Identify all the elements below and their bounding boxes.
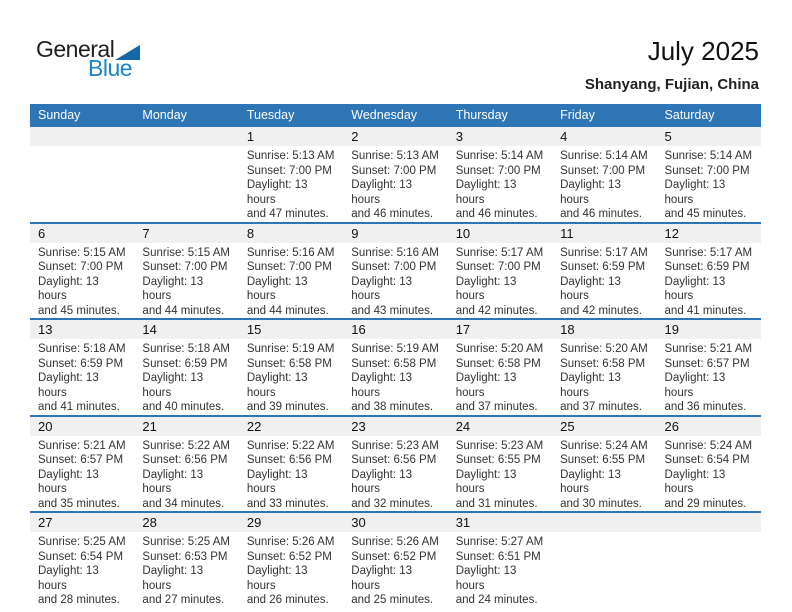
daylight-text-line1: Daylight: 13 hours bbox=[560, 468, 621, 495]
daylight-text-line1: Daylight: 13 hours bbox=[455, 179, 517, 206]
day-number-strip bbox=[134, 513, 238, 532]
sunset-text: Sunset: 7:00 PM bbox=[351, 261, 437, 273]
sunrise-text: Sunrise: 5:22 AM bbox=[246, 439, 335, 452]
day-number: 15 bbox=[246, 322, 262, 337]
daylight-text-line1: Daylight: 13 hours bbox=[246, 275, 308, 302]
daylight-text-line1: Daylight: 13 hours bbox=[664, 179, 726, 206]
day-details bbox=[657, 146, 761, 222]
sunrise-text: Sunrise: 5:20 AM bbox=[455, 343, 544, 355]
day-number: 27 bbox=[38, 515, 53, 530]
day-number: 18 bbox=[560, 322, 575, 337]
day-number-strip bbox=[448, 513, 552, 532]
week-row bbox=[30, 416, 761, 513]
daylight-text-line1: Daylight: 13 hours bbox=[351, 275, 412, 302]
sunrise-text: Sunrise: 5:25 AM bbox=[38, 536, 126, 548]
day-number-strip bbox=[448, 127, 552, 146]
day-details bbox=[343, 243, 447, 319]
daylight-text-line2: and 40 minutes. bbox=[142, 401, 225, 413]
day-cell bbox=[343, 223, 447, 320]
day-cell bbox=[657, 416, 761, 513]
day-number: 9 bbox=[351, 225, 359, 241]
daylight-text-line1: Daylight: 13 hours bbox=[560, 275, 621, 302]
sunset-text: Sunset: 6:56 PM bbox=[246, 454, 332, 466]
day-details bbox=[134, 243, 238, 319]
day-number: 29 bbox=[246, 515, 262, 530]
daylight-text-line1: Daylight: 13 hours bbox=[455, 565, 517, 592]
sunrise-text: Sunrise: 5:17 AM bbox=[664, 246, 753, 259]
day-number-strip bbox=[30, 127, 134, 146]
sunset-text: Sunset: 6:59 PM bbox=[664, 261, 750, 273]
day-details bbox=[448, 532, 552, 608]
day-details bbox=[657, 243, 761, 319]
daylight-text-line2: and 41 minutes. bbox=[664, 304, 747, 317]
sunset-text: Sunset: 7:00 PM bbox=[351, 164, 437, 177]
week-row bbox=[30, 223, 761, 320]
day-details bbox=[239, 339, 343, 415]
day-details bbox=[552, 339, 656, 415]
sunset-text: Sunset: 6:54 PM bbox=[38, 550, 124, 563]
daylight-text-line1: Daylight: 13 hours bbox=[351, 565, 412, 592]
sunrise-text: Sunrise: 5:13 AM bbox=[351, 150, 439, 162]
weekday-header-friday: Friday bbox=[552, 104, 656, 127]
day-details bbox=[343, 339, 447, 415]
sunrise-text: Sunrise: 5:13 AM bbox=[246, 150, 335, 162]
day-cell bbox=[448, 416, 552, 513]
day-cell bbox=[343, 416, 447, 513]
daylight-text-line2: and 39 minutes. bbox=[246, 401, 329, 413]
daylight-text-line1: Daylight: 13 hours bbox=[38, 468, 99, 495]
logo-text-general: General bbox=[36, 36, 115, 62]
day-number: 24 bbox=[455, 418, 471, 434]
sunrise-text: Sunrise: 5:23 AM bbox=[455, 439, 544, 452]
sunset-text: Sunset: 7:00 PM bbox=[455, 261, 541, 273]
day-number-strip bbox=[657, 127, 761, 146]
day-number: 20 bbox=[38, 418, 53, 434]
day-details bbox=[657, 339, 761, 415]
daylight-text-line2: and 24 minutes. bbox=[455, 594, 538, 606]
sunrise-text: Sunrise: 5:18 AM bbox=[142, 343, 230, 355]
day-number-strip bbox=[448, 320, 552, 339]
daylight-text-line2: and 42 minutes. bbox=[455, 304, 538, 317]
daylight-text-line1: Daylight: 13 hours bbox=[560, 179, 621, 206]
day-cell bbox=[343, 127, 447, 223]
calendar-table bbox=[30, 104, 761, 608]
day-cell bbox=[448, 319, 552, 416]
sunset-text: Sunset: 6:58 PM bbox=[351, 357, 437, 370]
day-number: 4 bbox=[560, 129, 568, 144]
daylight-text-line2: and 46 minutes. bbox=[351, 208, 434, 220]
sunrise-text: Sunrise: 5:19 AM bbox=[246, 343, 335, 355]
day-cell bbox=[239, 512, 343, 608]
daylight-text-line2: and 27 minutes. bbox=[142, 594, 225, 606]
page-title: July 2025 bbox=[647, 36, 759, 66]
day-number-strip bbox=[552, 513, 656, 532]
day-number-strip bbox=[448, 417, 552, 436]
sunset-text: Sunset: 6:58 PM bbox=[246, 357, 332, 370]
day-cell bbox=[343, 319, 447, 416]
sunrise-text: Sunrise: 5:14 AM bbox=[664, 150, 753, 162]
day-number-strip bbox=[134, 320, 238, 339]
day-details bbox=[343, 532, 447, 608]
sunrise-text: Sunrise: 5:27 AM bbox=[455, 536, 544, 548]
sunset-text: Sunset: 7:00 PM bbox=[246, 164, 332, 177]
sunset-text: Sunset: 6:52 PM bbox=[351, 550, 437, 563]
day-details bbox=[134, 339, 238, 415]
sunset-text: Sunset: 6:59 PM bbox=[560, 261, 646, 273]
day-number: 30 bbox=[351, 515, 366, 530]
day-number-strip bbox=[239, 224, 343, 243]
day-number-strip bbox=[552, 417, 656, 436]
sunset-text: Sunset: 6:55 PM bbox=[560, 454, 646, 466]
day-number: 22 bbox=[246, 418, 262, 434]
day-details bbox=[239, 146, 343, 222]
calendar-body bbox=[30, 127, 761, 608]
day-cell bbox=[134, 319, 238, 416]
day-cell bbox=[239, 223, 343, 320]
day-number: 16 bbox=[351, 322, 366, 337]
day-number: 21 bbox=[142, 418, 157, 434]
sunset-text: Sunset: 6:56 PM bbox=[351, 454, 437, 466]
day-number-strip bbox=[552, 320, 656, 339]
day-number: 10 bbox=[455, 225, 471, 241]
day-details bbox=[239, 436, 343, 512]
sunset-text: Sunset: 6:59 PM bbox=[142, 357, 228, 370]
daylight-text-line2: and 38 minutes. bbox=[351, 401, 434, 413]
daylight-text-line2: and 45 minutes. bbox=[664, 208, 747, 220]
sunset-text: Sunset: 7:00 PM bbox=[664, 164, 750, 177]
sunrise-text: Sunrise: 5:24 AM bbox=[664, 439, 753, 452]
day-number-strip bbox=[239, 417, 343, 436]
general-blue-logo bbox=[36, 38, 146, 80]
week-row bbox=[30, 319, 761, 416]
day-number: 26 bbox=[664, 418, 679, 434]
day-details bbox=[30, 339, 134, 415]
week-row bbox=[30, 512, 761, 608]
day-cell bbox=[448, 512, 552, 608]
day-number-strip bbox=[448, 224, 552, 243]
day-number: 12 bbox=[664, 225, 679, 241]
day-number-strip bbox=[552, 224, 656, 243]
daylight-text-line1: Daylight: 13 hours bbox=[246, 372, 308, 399]
day-details bbox=[30, 243, 134, 319]
day-number-strip bbox=[343, 320, 447, 339]
daylight-text-line1: Daylight: 13 hours bbox=[455, 372, 517, 399]
sunset-text: Sunset: 7:00 PM bbox=[560, 164, 646, 177]
sunrise-text: Sunrise: 5:15 AM bbox=[38, 246, 126, 259]
daylight-text-line1: Daylight: 13 hours bbox=[455, 468, 517, 495]
daylight-text-line2: and 33 minutes. bbox=[246, 497, 329, 510]
daylight-text-line2: and 44 minutes. bbox=[246, 304, 329, 317]
day-number: 31 bbox=[455, 515, 471, 530]
day-cell bbox=[552, 416, 656, 513]
day-details bbox=[657, 436, 761, 512]
day-cell bbox=[239, 416, 343, 513]
daylight-text-line2: and 32 minutes. bbox=[351, 497, 434, 510]
day-cell bbox=[134, 223, 238, 320]
sunrise-text: Sunrise: 5:17 AM bbox=[560, 246, 648, 259]
day-cell bbox=[343, 512, 447, 608]
day-number: 23 bbox=[351, 418, 366, 434]
day-cell bbox=[239, 127, 343, 223]
sunset-text: Sunset: 7:00 PM bbox=[38, 261, 124, 273]
daylight-text-line2: and 41 minutes. bbox=[38, 401, 120, 413]
day-details bbox=[448, 436, 552, 512]
daylight-text-line1: Daylight: 13 hours bbox=[664, 275, 726, 302]
daylight-text-line1: Daylight: 13 hours bbox=[246, 565, 308, 592]
day-cell bbox=[552, 319, 656, 416]
day-details bbox=[239, 243, 343, 319]
day-details bbox=[552, 436, 656, 512]
daylight-text-line1: Daylight: 13 hours bbox=[38, 275, 99, 302]
daylight-text-line2: and 35 minutes. bbox=[38, 497, 120, 510]
day-details bbox=[343, 146, 447, 222]
sunset-text: Sunset: 6:51 PM bbox=[455, 550, 541, 563]
day-number-strip bbox=[343, 417, 447, 436]
sunset-text: Sunset: 6:59 PM bbox=[38, 357, 124, 370]
daylight-text-line1: Daylight: 13 hours bbox=[246, 468, 308, 495]
daylight-text-line1: Daylight: 13 hours bbox=[38, 372, 99, 399]
day-number-strip bbox=[30, 417, 134, 436]
weekday-header-sunday: Sunday bbox=[30, 104, 134, 127]
daylight-text-line1: Daylight: 13 hours bbox=[246, 179, 308, 206]
day-number: 3 bbox=[455, 129, 463, 144]
day-number-strip bbox=[657, 417, 761, 436]
day-number: 25 bbox=[560, 418, 575, 434]
sunrise-text: Sunrise: 5:14 AM bbox=[455, 150, 544, 162]
day-details bbox=[30, 436, 134, 512]
day-details bbox=[448, 146, 552, 222]
sunrise-text: Sunrise: 5:25 AM bbox=[142, 536, 230, 548]
sunrise-text: Sunrise: 5:16 AM bbox=[351, 246, 439, 259]
daylight-text-line2: and 42 minutes. bbox=[560, 304, 642, 317]
sunset-text: Sunset: 6:52 PM bbox=[246, 550, 332, 563]
day-number-strip bbox=[343, 224, 447, 243]
empty-day-cell bbox=[657, 512, 761, 608]
day-number-strip bbox=[30, 320, 134, 339]
sunrise-text: Sunrise: 5:16 AM bbox=[246, 246, 335, 259]
day-details bbox=[448, 243, 552, 319]
day-number-strip bbox=[134, 224, 238, 243]
empty-day-cell bbox=[134, 127, 238, 223]
day-cell bbox=[239, 319, 343, 416]
week-row bbox=[30, 127, 761, 223]
daylight-text-line1: Daylight: 13 hours bbox=[351, 179, 412, 206]
daylight-text-line2: and 46 minutes. bbox=[455, 208, 538, 220]
sunset-text: Sunset: 7:00 PM bbox=[142, 261, 228, 273]
day-details bbox=[239, 532, 343, 608]
day-number: 8 bbox=[246, 225, 255, 241]
daylight-text-line1: Daylight: 13 hours bbox=[38, 565, 99, 592]
sunset-text: Sunset: 7:00 PM bbox=[455, 164, 541, 177]
day-cell bbox=[134, 512, 238, 608]
sunrise-text: Sunrise: 5:19 AM bbox=[351, 343, 439, 355]
sunset-text: Sunset: 6:55 PM bbox=[455, 454, 541, 466]
weekday-header-monday: Monday bbox=[134, 104, 238, 127]
day-details bbox=[448, 339, 552, 415]
sunset-text: Sunset: 7:00 PM bbox=[246, 261, 332, 273]
day-number: 11 bbox=[560, 225, 574, 241]
day-cell bbox=[657, 223, 761, 320]
day-number-strip bbox=[343, 127, 447, 146]
sunrise-text: Sunrise: 5:24 AM bbox=[560, 439, 648, 452]
calendar-weekday-header bbox=[30, 104, 761, 127]
sunset-text: Sunset: 6:53 PM bbox=[142, 550, 228, 563]
day-cell bbox=[30, 223, 134, 320]
day-cell bbox=[30, 416, 134, 513]
day-number-strip bbox=[30, 224, 134, 243]
daylight-text-line1: Daylight: 13 hours bbox=[664, 468, 726, 495]
day-number-strip bbox=[657, 513, 761, 532]
day-number: 2 bbox=[351, 129, 359, 144]
day-cell bbox=[448, 127, 552, 223]
title-block bbox=[585, 36, 759, 93]
daylight-text-line1: Daylight: 13 hours bbox=[142, 468, 204, 495]
day-details bbox=[134, 532, 238, 608]
day-cell bbox=[448, 223, 552, 320]
sunrise-text: Sunrise: 5:18 AM bbox=[38, 343, 126, 355]
daylight-text-line2: and 45 minutes. bbox=[38, 304, 120, 317]
sunrise-text: Sunrise: 5:21 AM bbox=[664, 343, 753, 355]
day-details bbox=[30, 532, 134, 608]
day-number-strip bbox=[239, 127, 343, 146]
day-details bbox=[134, 436, 238, 512]
daylight-text-line2: and 34 minutes. bbox=[142, 497, 225, 510]
page-header bbox=[0, 0, 792, 104]
daylight-text-line2: and 30 minutes. bbox=[560, 497, 642, 510]
empty-day-cell bbox=[552, 512, 656, 608]
sunrise-text: Sunrise: 5:26 AM bbox=[246, 536, 335, 548]
sunset-text: Sunset: 6:57 PM bbox=[664, 357, 750, 370]
day-details bbox=[552, 243, 656, 319]
logo-text-blue: Blue bbox=[88, 55, 133, 81]
weekday-header-tuesday: Tuesday bbox=[239, 104, 343, 127]
day-number-strip bbox=[657, 224, 761, 243]
day-cell bbox=[657, 319, 761, 416]
day-number-strip bbox=[239, 513, 343, 532]
daylight-text-line2: and 47 minutes. bbox=[246, 208, 329, 220]
day-cell bbox=[30, 319, 134, 416]
day-number: 1 bbox=[246, 129, 255, 144]
sunset-text: Sunset: 6:54 PM bbox=[664, 454, 750, 466]
day-number-strip bbox=[134, 127, 238, 146]
daylight-text-line2: and 29 minutes. bbox=[664, 497, 747, 510]
weekday-header-thursday: Thursday bbox=[448, 104, 552, 127]
day-details bbox=[552, 146, 656, 222]
day-number: 5 bbox=[664, 129, 672, 144]
daylight-text-line2: and 31 minutes. bbox=[455, 497, 538, 510]
weekday-header-saturday: Saturday bbox=[657, 104, 761, 127]
day-number-strip bbox=[657, 320, 761, 339]
weekday-header-wednesday: Wednesday bbox=[343, 104, 447, 127]
day-cell bbox=[657, 127, 761, 223]
sunrise-text: Sunrise: 5:20 AM bbox=[560, 343, 648, 355]
daylight-text-line2: and 28 minutes. bbox=[38, 594, 120, 606]
daylight-text-line2: and 37 minutes. bbox=[455, 401, 538, 413]
daylight-text-line1: Daylight: 13 hours bbox=[664, 372, 726, 399]
sunrise-text: Sunrise: 5:14 AM bbox=[560, 150, 648, 162]
daylight-text-line2: and 43 minutes. bbox=[351, 304, 434, 317]
daylight-text-line1: Daylight: 13 hours bbox=[455, 275, 517, 302]
day-number: 17 bbox=[455, 322, 471, 337]
day-cell bbox=[134, 416, 238, 513]
sunrise-text: Sunrise: 5:26 AM bbox=[351, 536, 439, 548]
daylight-text-line2: and 36 minutes. bbox=[664, 401, 747, 413]
daylight-text-line2: and 25 minutes. bbox=[351, 594, 434, 606]
sunrise-text: Sunrise: 5:17 AM bbox=[455, 246, 544, 259]
day-number-strip bbox=[239, 320, 343, 339]
day-number: 14 bbox=[142, 322, 157, 337]
day-cell bbox=[552, 223, 656, 320]
sunset-text: Sunset: 6:57 PM bbox=[38, 454, 124, 466]
daylight-text-line1: Daylight: 13 hours bbox=[142, 372, 204, 399]
day-number-strip bbox=[30, 513, 134, 532]
sunrise-text: Sunrise: 5:22 AM bbox=[142, 439, 230, 452]
daylight-text-line2: and 37 minutes. bbox=[560, 401, 642, 413]
sunset-text: Sunset: 6:58 PM bbox=[455, 357, 541, 370]
day-number-strip bbox=[343, 513, 447, 532]
day-number: 28 bbox=[142, 515, 157, 530]
sunrise-text: Sunrise: 5:15 AM bbox=[142, 246, 230, 259]
day-number: 6 bbox=[38, 225, 46, 241]
day-number: 19 bbox=[664, 322, 679, 337]
daylight-text-line1: Daylight: 13 hours bbox=[351, 468, 412, 495]
sunrise-text: Sunrise: 5:23 AM bbox=[351, 439, 439, 452]
day-cell bbox=[552, 127, 656, 223]
daylight-text-line1: Daylight: 13 hours bbox=[351, 372, 412, 399]
empty-day-cell bbox=[30, 127, 134, 223]
day-number: 13 bbox=[38, 322, 53, 337]
page-subtitle: Shanyang, Fujian, China bbox=[584, 76, 759, 93]
sunrise-text: Sunrise: 5:21 AM bbox=[38, 439, 126, 452]
daylight-text-line2: and 46 minutes. bbox=[560, 208, 642, 220]
day-number-strip bbox=[552, 127, 656, 146]
daylight-text-line2: and 26 minutes. bbox=[246, 594, 329, 606]
daylight-text-line1: Daylight: 13 hours bbox=[142, 275, 204, 302]
daylight-text-line1: Daylight: 13 hours bbox=[142, 565, 204, 592]
daylight-text-line1: Daylight: 13 hours bbox=[560, 372, 621, 399]
day-number-strip bbox=[134, 417, 238, 436]
day-cell bbox=[30, 512, 134, 608]
day-details bbox=[343, 436, 447, 512]
day-number: 7 bbox=[142, 225, 150, 241]
daylight-text-line2: and 44 minutes. bbox=[142, 304, 225, 317]
sunset-text: Sunset: 6:58 PM bbox=[560, 357, 646, 370]
sunset-text: Sunset: 6:56 PM bbox=[142, 454, 228, 466]
